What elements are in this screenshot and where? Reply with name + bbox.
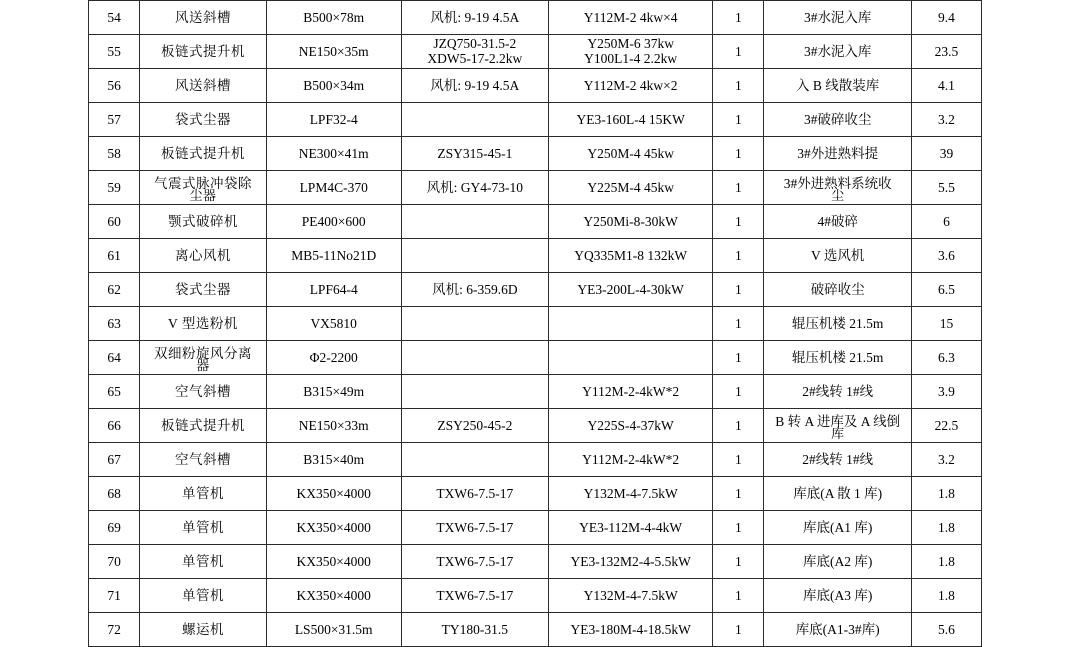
power-value: 9.4 [911,1,981,35]
motor-spec: YE3-160L-4 15KW [549,103,713,137]
equipment-name-line2: 尘器 [189,188,217,204]
motor-spec [549,341,713,375]
motor-spec-line2: Y100L1-4 2.2kw [584,50,678,66]
row-number: 66 [89,409,140,443]
quantity: 1 [713,477,764,511]
power-value: 6.3 [911,341,981,375]
equipment-model: B315×49m [266,375,401,409]
table-row [89,409,982,443]
quantity: 1 [713,409,764,443]
quantity: 1 [713,1,764,35]
install-location: 3#水泥入库 [764,1,911,35]
install-location: 辊压机楼 21.5m [764,341,911,375]
fan-spec: 风机: 9-19 4.5A [401,69,548,103]
fan-spec [401,103,548,137]
power-value: 39 [911,137,981,171]
power-value: 15 [911,307,981,341]
install-location: 2#线转 1#线 [764,443,911,477]
fan-spec [401,307,548,341]
equipment-model: LS500×31.5m [266,613,401,647]
row-number: 55 [89,35,140,69]
table-row [89,205,982,239]
motor-spec: Y250M-4 45kw [549,137,713,171]
row-number: 58 [89,137,140,171]
row-number: 68 [89,477,140,511]
install-location: 3#破碎收尘 [764,103,911,137]
motor-spec-line1: Y250M-6 37kw [587,36,674,52]
equipment-model: PE400×600 [266,205,401,239]
motor-spec: YE3-200L-4-30kW [549,273,713,307]
install-location [764,171,911,205]
fan-spec [401,239,548,273]
equipment-table [88,0,982,647]
install-location: 库底(A1-3#库) [764,613,911,647]
quantity: 1 [713,69,764,103]
row-number: 60 [89,205,140,239]
quantity: 1 [713,239,764,273]
fan-spec: TXW6-7.5-17 [401,545,548,579]
equipment-name: 颚式破碎机 [140,205,267,239]
equipment-name: 板链式提升机 [140,409,267,443]
equipment-name [140,171,267,205]
install-location-line2: 库 [831,426,845,442]
table-row [89,511,982,545]
quantity: 1 [713,511,764,545]
install-location: 辊压机楼 21.5m [764,307,911,341]
table-row [89,103,982,137]
equipment-model: B315×40m [266,443,401,477]
quantity: 1 [713,545,764,579]
motor-spec: YE3-112M-4-4kW [549,511,713,545]
fan-spec [401,341,548,375]
motor-spec: Y132M-4-7.5kW [549,579,713,613]
table-row [89,545,982,579]
fan-spec-line2: XDW5-17-2.2kw [427,50,523,66]
fan-spec: ZSY250-45-2 [401,409,548,443]
table-row [89,137,982,171]
table-row [89,273,982,307]
equipment-model: LPM4C-370 [266,171,401,205]
power-value: 3.6 [911,239,981,273]
equipment-model: B500×34m [266,69,401,103]
install-location: 库底(A2 库) [764,545,911,579]
install-location: 破碎收尘 [764,273,911,307]
equipment-model: VX5810 [266,307,401,341]
row-number: 63 [89,307,140,341]
power-value: 3.9 [911,375,981,409]
equipment-name-line1: 气震式脉冲袋除 [153,175,252,191]
install-location-line2: 尘 [831,188,845,204]
quantity: 1 [713,137,764,171]
power-value: 4.1 [911,69,981,103]
row-number: 57 [89,103,140,137]
equipment-name: 空气斜槽 [140,443,267,477]
equipment-name: 单管机 [140,511,267,545]
row-number: 62 [89,273,140,307]
motor-spec: YE3-132M2-4-5.5kW [549,545,713,579]
fan-spec [401,443,548,477]
table-row [89,35,982,69]
power-value: 1.8 [911,477,981,511]
power-value: 3.2 [911,103,981,137]
equipment-name: 风送斜槽 [140,69,267,103]
row-number: 56 [89,69,140,103]
install-location: 3#水泥入库 [764,35,911,69]
power-value: 23.5 [911,35,981,69]
row-number: 65 [89,375,140,409]
equipment-name: 离心风机 [140,239,267,273]
fan-spec: 风机: GY4-73-10 [401,171,548,205]
equipment-model: KX350×4000 [266,579,401,613]
quantity: 1 [713,375,764,409]
fan-spec: TXW6-7.5-17 [401,579,548,613]
install-location: 库底(A 散 1 库) [764,477,911,511]
fan-spec: ZSY315-45-1 [401,137,548,171]
install-location: V 选风机 [764,239,911,273]
motor-spec [549,307,713,341]
install-location [764,409,911,443]
fan-spec: 风机: 9-19 4.5A [401,1,548,35]
table-body [89,1,982,647]
quantity: 1 [713,443,764,477]
row-number: 69 [89,511,140,545]
power-value: 6 [911,205,981,239]
motor-spec: Y112M-2 4kw×4 [549,1,713,35]
fan-spec: TXW6-7.5-17 [401,477,548,511]
table-row [89,171,982,205]
motor-spec: Y112M-2-4kW*2 [549,443,713,477]
equipment-name: 螺运机 [140,613,267,647]
motor-spec: Y225S-4-37kW [549,409,713,443]
fan-spec [401,35,548,69]
table-row [89,341,982,375]
motor-spec [549,35,713,69]
equipment-name: 板链式提升机 [140,137,267,171]
fan-spec: TY180-31.5 [401,613,548,647]
motor-spec: Y112M-2 4kw×2 [549,69,713,103]
equipment-model: Φ2-2200 [266,341,401,375]
equipment-model: KX350×4000 [266,511,401,545]
row-number: 61 [89,239,140,273]
equipment-name [140,341,267,375]
equipment-name: 单管机 [140,545,267,579]
equipment-model: KX350×4000 [266,545,401,579]
motor-spec: Y225M-4 45kw [549,171,713,205]
quantity: 1 [713,35,764,69]
motor-spec: YQ335M1-8 132kW [549,239,713,273]
equipment-name: 风送斜槽 [140,1,267,35]
motor-spec: Y250Mi-8-30kW [549,205,713,239]
power-value: 1.8 [911,579,981,613]
power-value: 5.6 [911,613,981,647]
equipment-name-line2: 器 [196,358,210,374]
install-location: 库底(A1 库) [764,511,911,545]
quantity: 1 [713,273,764,307]
equipment-model: NE150×35m [266,35,401,69]
table-row [89,69,982,103]
quantity: 1 [713,171,764,205]
install-location: 入 B 线散装库 [764,69,911,103]
row-number: 59 [89,171,140,205]
power-value: 5.5 [911,171,981,205]
equipment-name: V 型选粉机 [140,307,267,341]
equipment-model: LPF64-4 [266,273,401,307]
table-row [89,307,982,341]
row-number: 70 [89,545,140,579]
install-location: 3#外进熟料提 [764,137,911,171]
equipment-name: 袋式尘器 [140,273,267,307]
install-location-line1: 3#外进熟料系统收 [783,175,892,191]
equipment-name: 单管机 [140,579,267,613]
power-value: 22.5 [911,409,981,443]
equipment-name: 袋式尘器 [140,103,267,137]
table-row [89,477,982,511]
install-location: 2#线转 1#线 [764,375,911,409]
motor-spec: Y112M-2-4kW*2 [549,375,713,409]
fan-spec: TXW6-7.5-17 [401,511,548,545]
quantity: 1 [713,613,764,647]
motor-spec: YE3-180M-4-18.5kW [549,613,713,647]
power-value: 1.8 [911,545,981,579]
install-location-line1: B 转 A 进库及 A 线倒 [775,413,901,429]
quantity: 1 [713,103,764,137]
equipment-model: NE150×33m [266,409,401,443]
power-value: 3.2 [911,443,981,477]
power-value: 1.8 [911,511,981,545]
table-row [89,239,982,273]
equipment-name: 板链式提升机 [140,35,267,69]
row-number: 67 [89,443,140,477]
equipment-model: MB5-11No21D [266,239,401,273]
table-row [89,1,982,35]
fan-spec-line1: JZQ750-31.5-2 [433,36,517,52]
equipment-name: 单管机 [140,477,267,511]
fan-spec: 风机: 6-359.6D [401,273,548,307]
quantity: 1 [713,341,764,375]
equipment-name: 空气斜槽 [140,375,267,409]
equipment-model: NE300×41m [266,137,401,171]
power-value: 6.5 [911,273,981,307]
row-number: 54 [89,1,140,35]
row-number: 64 [89,341,140,375]
row-number: 71 [89,579,140,613]
equipment-model: LPF32-4 [266,103,401,137]
fan-spec [401,205,548,239]
equipment-model: B500×78m [266,1,401,35]
table-row [89,443,982,477]
install-location: 库底(A3 库) [764,579,911,613]
quantity: 1 [713,205,764,239]
table-row [89,579,982,613]
install-location: 4#破碎 [764,205,911,239]
row-number: 72 [89,613,140,647]
table-row [89,613,982,647]
fan-spec [401,375,548,409]
quantity: 1 [713,579,764,613]
equipment-model: KX350×4000 [266,477,401,511]
motor-spec: Y132M-4-7.5kW [549,477,713,511]
equipment-name-line1: 双细粉旋风分离 [153,345,252,361]
quantity: 1 [713,307,764,341]
table-row [89,375,982,409]
